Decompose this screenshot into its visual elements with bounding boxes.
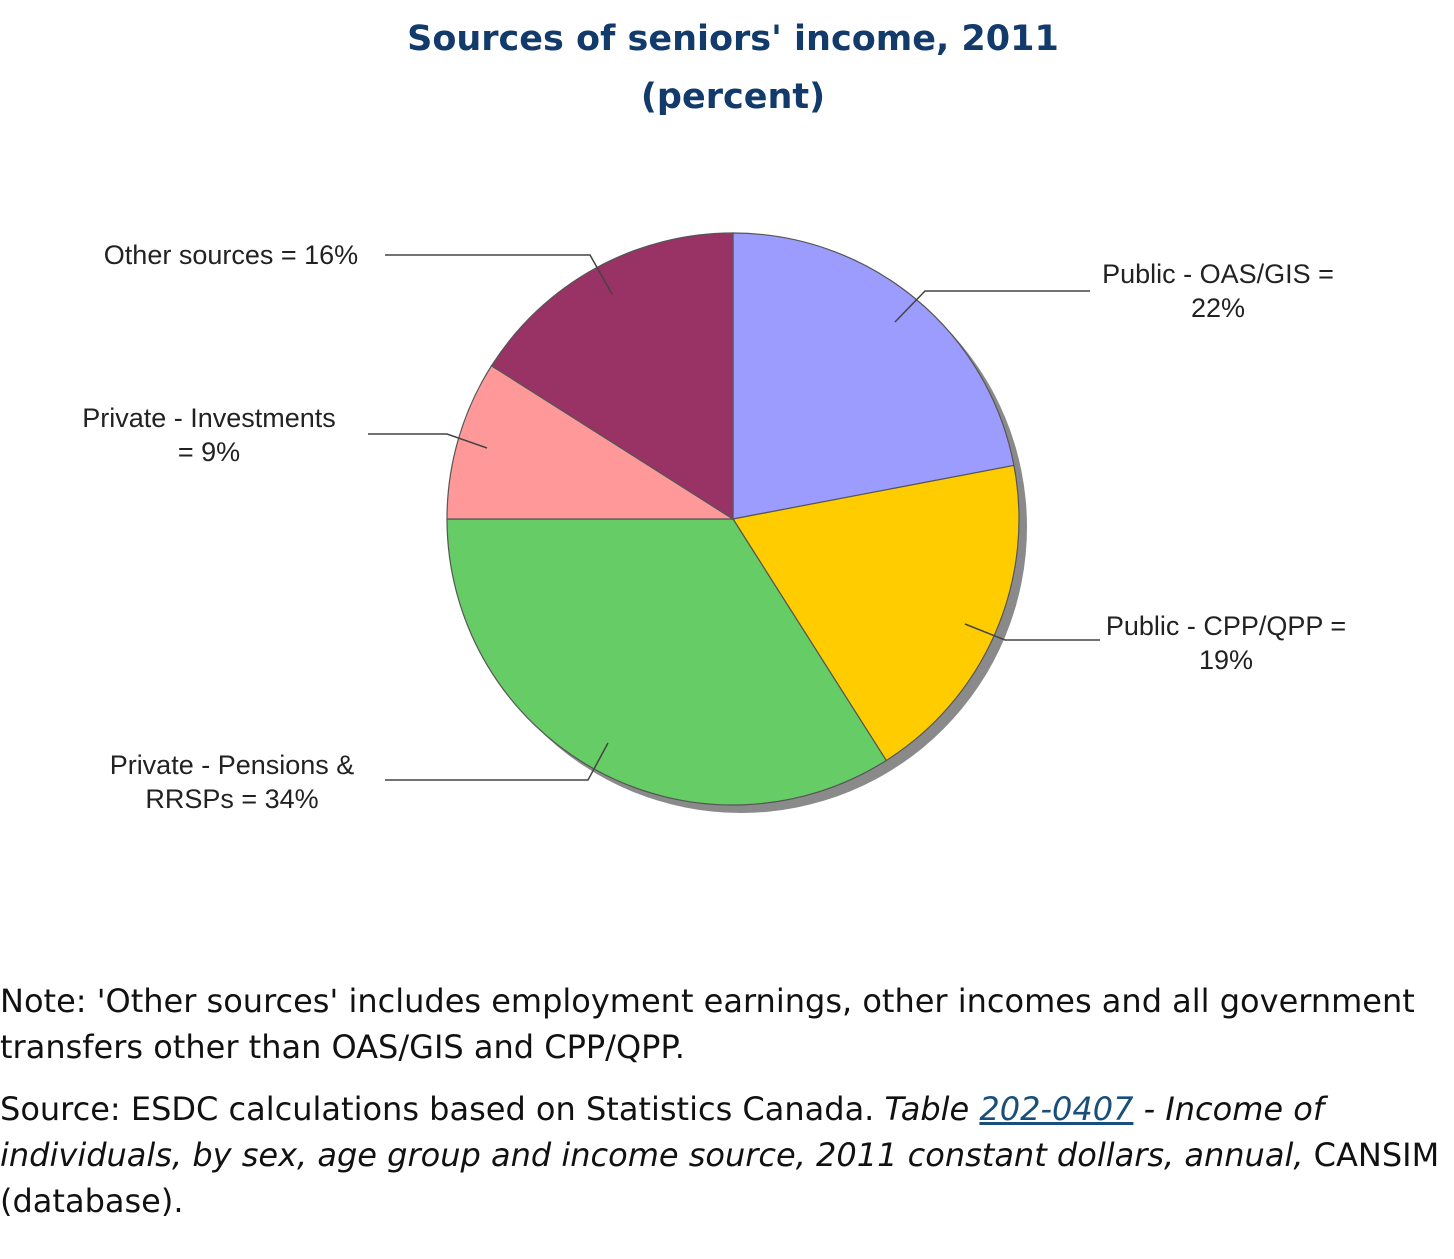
source-suffix: CANSIM (database).: [0, 1136, 1440, 1220]
source-table-word: Table: [884, 1090, 980, 1128]
pie-slices: [447, 233, 1019, 805]
chart-subtitle: (percent): [640, 77, 826, 117]
slice-label: 19%: [1198, 645, 1254, 675]
slice-label: Public - CPP/QPP =: [1105, 611, 1347, 641]
slice-label: 22%: [1190, 293, 1246, 323]
slice-label: RRSPs = 34%: [145, 784, 319, 814]
chart-title: Sources of seniors' income, 2011: [407, 19, 1059, 59]
slice-label: = 9%: [177, 437, 241, 467]
slice-label: Private - Pensions &: [109, 750, 355, 780]
slice-label: Private - Investments: [82, 403, 336, 433]
source-table-title: - Income of individuals, by sex, age group and income source, 2011 constant dollars, annual,: [0, 1090, 1325, 1174]
source-text: [0, 1086, 1450, 1224]
slice-label: Other sources = 16%: [103, 240, 359, 270]
slice-label: Public - OAS/GIS =: [1102, 259, 1334, 289]
chart-notes: [0, 978, 1450, 1240]
source-prefix: Source: ESDC calculations based on Statistics Canada.: [0, 1090, 885, 1128]
table-link[interactable]: 202-0407: [979, 1090, 1134, 1128]
note-text: Note: 'Other sources' includes employment earnings, other incomes and all government transfers other than OAS/GIS and CPP/QPP.: [0, 982, 1415, 1066]
